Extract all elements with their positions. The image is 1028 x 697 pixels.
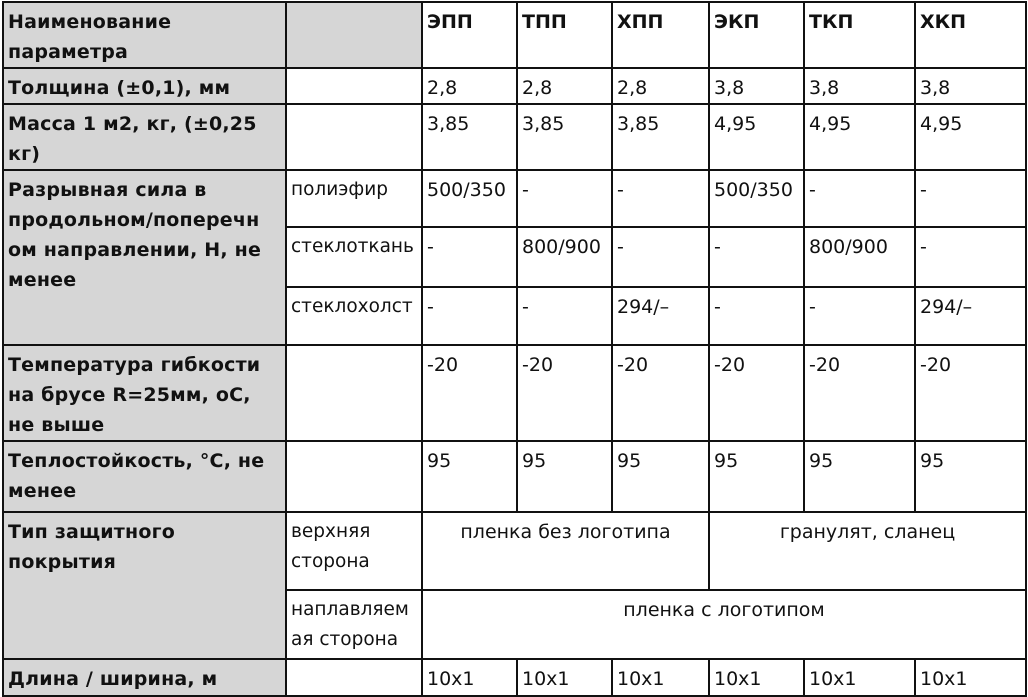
mass-value: 3,85	[422, 104, 517, 170]
tensile-row-polyester	[3, 170, 1026, 227]
coating-bottom-all: пленка с логотипом	[422, 590, 1026, 659]
mass-value: 4,95	[915, 104, 1026, 170]
spec-table	[2, 1, 1027, 697]
tensile-label: Разрывная сила в продольном/поперечн ом направлении, Н, не менее	[3, 170, 286, 345]
mass-label: Масса 1 м2, кг, (±0,25 кг)	[3, 104, 286, 170]
heat-resistance-value: 95	[915, 441, 1026, 512]
coating-top-row	[3, 512, 1026, 590]
thickness-value: 2,8	[517, 68, 612, 104]
heat-resistance-value: 95	[804, 441, 915, 512]
header-col-3: ХПП	[612, 2, 709, 68]
tensile-value: 294/–	[915, 287, 1026, 345]
header-parameter: Наименование параметра	[3, 2, 286, 68]
header-col-6: ХКП	[915, 2, 1026, 68]
header-col-4: ЭКП	[709, 2, 804, 68]
heat-resistance-value: 95	[612, 441, 709, 512]
size-value: 10x1	[709, 659, 804, 696]
size-value: 10x1	[612, 659, 709, 696]
mass-value: 4,95	[804, 104, 915, 170]
flex-temp-label: Температура гибкости на брусе R=25мм, оС, не выше	[3, 345, 286, 441]
mass-sub	[286, 104, 422, 170]
header-row	[3, 2, 1026, 68]
flex-temp-value: -20	[915, 345, 1026, 441]
heat-resistance-value: 95	[517, 441, 612, 512]
flex-temp-value: -20	[709, 345, 804, 441]
heat-resistance-label: Теплостойкость, °С, не менее	[3, 441, 286, 512]
coating-label: Тип защитного покрытия	[3, 512, 286, 659]
tensile-base: полиэфир	[286, 170, 422, 227]
header-col-2: ТПП	[517, 2, 612, 68]
coating-bottom-side: наплавляем ая сторона	[286, 590, 422, 659]
coating-top-side: верхняя сторона	[286, 512, 422, 590]
size-sub	[286, 659, 422, 696]
tensile-value: -	[804, 170, 915, 227]
tensile-value: 294/–	[612, 287, 709, 345]
size-value: 10x1	[915, 659, 1026, 696]
tensile-value: 500/350	[422, 170, 517, 227]
coating-top-group2: гранулят, сланец	[709, 512, 1026, 590]
tensile-value: 500/350	[709, 170, 804, 227]
header-col-5: ТКП	[804, 2, 915, 68]
tensile-value: -	[915, 227, 1026, 287]
flex-temp-value: -20	[612, 345, 709, 441]
tensile-value: -	[422, 287, 517, 345]
size-row	[3, 659, 1026, 696]
tensile-value: -	[517, 287, 612, 345]
tensile-value: -	[612, 170, 709, 227]
tensile-value: -	[804, 287, 915, 345]
thickness-value: 2,8	[422, 68, 517, 104]
thickness-value: 3,8	[915, 68, 1026, 104]
mass-value: 4,95	[709, 104, 804, 170]
heat-resistance-value: 95	[709, 441, 804, 512]
tensile-value: -	[709, 287, 804, 345]
size-value: 10x1	[804, 659, 915, 696]
tensile-value: -	[709, 227, 804, 287]
tensile-base: стеклоткань	[286, 227, 422, 287]
thickness-label: Толщина (±0,1), мм	[3, 68, 286, 104]
heat-resistance-value: 95	[422, 441, 517, 512]
thickness-value: 2,8	[612, 68, 709, 104]
flex-temp-row	[3, 345, 1026, 441]
mass-value: 3,85	[612, 104, 709, 170]
mass-value: 3,85	[517, 104, 612, 170]
header-empty	[286, 2, 422, 68]
tensile-value: -	[612, 227, 709, 287]
tensile-base: стеклохолст	[286, 287, 422, 345]
size-value: 10x1	[517, 659, 612, 696]
heat-resistance-row	[3, 441, 1026, 512]
flex-temp-value: -20	[517, 345, 612, 441]
tensile-value: -	[915, 170, 1026, 227]
heat-resistance-sub	[286, 441, 422, 512]
size-label: Длина / ширина, м	[3, 659, 286, 696]
thickness-row	[3, 68, 1026, 104]
header-col-1: ЭПП	[422, 2, 517, 68]
tensile-value: -	[517, 170, 612, 227]
coating-top-group1: пленка без логотипа	[422, 512, 709, 590]
thickness-value: 3,8	[804, 68, 915, 104]
tensile-value: -	[422, 227, 517, 287]
thickness-value: 3,8	[709, 68, 804, 104]
flex-temp-value: -20	[422, 345, 517, 441]
flex-temp-value: -20	[804, 345, 915, 441]
tensile-value: 800/900	[517, 227, 612, 287]
flex-temp-sub	[286, 345, 422, 441]
tensile-value: 800/900	[804, 227, 915, 287]
mass-row	[3, 104, 1026, 170]
size-value: 10x1	[422, 659, 517, 696]
thickness-sub	[286, 68, 422, 104]
